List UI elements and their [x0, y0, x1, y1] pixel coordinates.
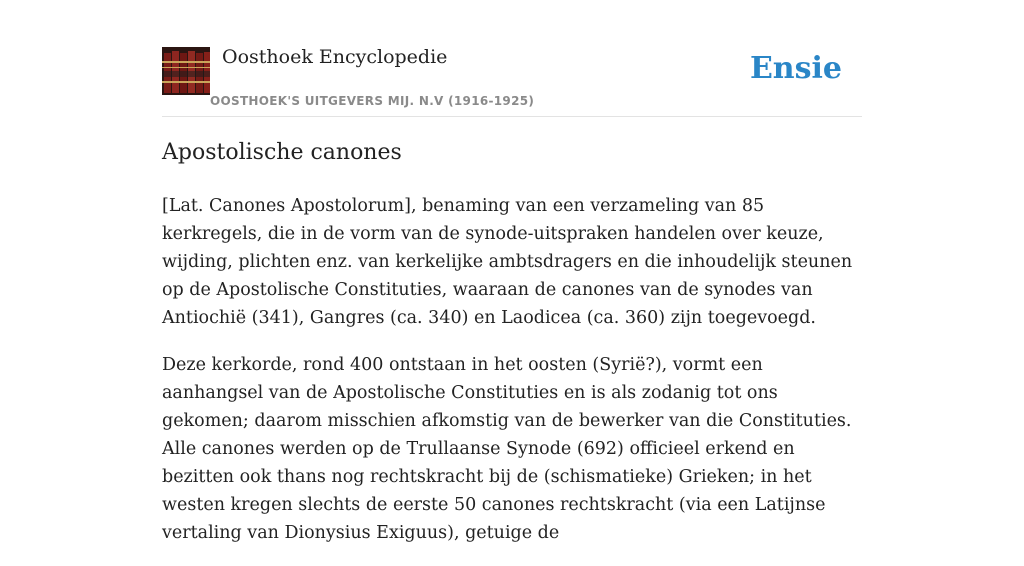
article-title: Apostolische canones	[162, 140, 402, 165]
books-icon	[162, 47, 210, 95]
source-avatar[interactable]	[162, 47, 210, 95]
page-container	[162, 0, 862, 543]
source-title[interactable]: Oosthoek Encyclopedie	[222, 46, 448, 68]
article-body	[162, 192, 864, 566]
article-paragraph: Deze kerkorde, rond 400 ontstaan in het oosten (Syrië?), vormt een aanhangsel van de Apostolische Constituties en is als zodanig tot ons gekomen; daarom misschien afkomstig van de bewerker van die Constituties. Alle canones werden op de Trullaanse Synode (692) officieel erkend en bezitten ook thans nog rechtskracht bij de (schismatieke) Grieken; in het westen kregen slechts de eerste 50 canones rechtskracht (via een Latijnse vertaling van Dionysius Exiguus), getuige de	[162, 355, 852, 543]
source-subtitle: OOSTHOEK'S UITGEVERS MIJ. N.V (1916-1925)	[210, 94, 535, 108]
source-header	[162, 0, 862, 117]
article-paragraph: [Lat. Canones Apostolorum], benaming van een verzameling van 85 kerkregels, die in de vorm van de synode-uitspraken handelen over keuze, wijding, plichten enz. van kerkelijke ambtsdragers en die inhoudelijk steunen op de Apostolische Constituties, waaraan de canones van de synodes van Antiochië (341), Gangres (ca. 340) en Laodicea (ca. 360) zijn toegevoegd.	[162, 196, 853, 328]
ensie-logo[interactable]: Ensie	[749, 51, 842, 86]
